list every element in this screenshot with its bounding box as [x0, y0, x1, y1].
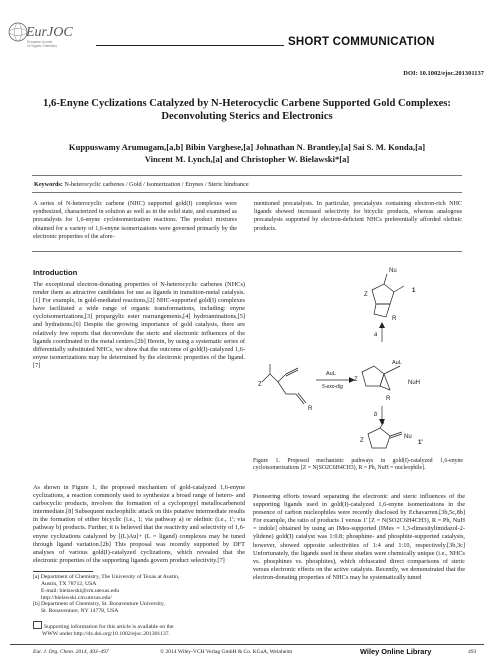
product-1prime-structure [360, 422, 423, 448]
svg-text:Z: Z [364, 292, 368, 298]
figure-caption: Figure 1. Proposed mechanistic pathways in gold(I)-catalyzed 1,6-enyne cycloisomerizations [Z = N(SO2C6H4CH3), R = Ph, NuH = nucleophile]. [253, 458, 463, 472]
keywords [34, 181, 464, 188]
article-title: 1,6-Enyne Cyclizations Catalyzed by N-Heterocyclic Carbene Supported Gold Complexes: Deconvoluting Sterics and Electronics [43, 98, 451, 122]
authors-line-1: Kuppuswamy Arumugam,[a,b] Bibin Varghese,[a] Johnathan N. Brantley,[a] Sai S. M. Konda,[a] [68, 142, 426, 152]
svg-text:AuL: AuL [326, 371, 336, 377]
footnote-a: [a] Department of Chemistry, The University of Texas at Austin, Austin, TX 78712, USA E-mail: bielawski@cm.utexas.edu http://bielawski.cm.utexas.edu/ [33, 574, 245, 602]
logo-text: EurJOC [26, 25, 73, 40]
intro-heading: Introduction [33, 268, 78, 277]
keywords-rule-top [32, 175, 462, 176]
svg-text:5-exo-dig: 5-exo-dig [322, 384, 343, 390]
footnote-b: [b] Department of Chemistry, St. Bonaventure University, St. Bonaventure, NY 14778, USA [33, 601, 165, 614]
abstract-right: mentioned precatalysts. In particular, precatalysts containing electron-rich NHC ligands showed increased selectivity for bicyclic products, whereas analogous precatalysts supported by electron-deficient NHCs preferentially afforded olefinic products. [254, 201, 462, 232]
svg-text:Z: Z [258, 382, 262, 388]
author-email[interactable]: E-mail: bielawski@cm.utexas.edu [41, 588, 120, 594]
wiley-online-library-link[interactable]: Wiley Online Library [360, 647, 432, 656]
mechanism-scheme [252, 262, 464, 452]
keywords-rule-bottom [32, 192, 462, 193]
keywords-list: N-heterocyclic carbenes / Gold / Isomerization / Enynes / Steric hindrance [64, 181, 249, 188]
page-number: 493 [468, 649, 477, 655]
keywords-label: Keywords: [34, 181, 63, 188]
footer-copyright: © 2014 Wiley-VCH Verlag GmbH & Co. KGaA, Weinheim [160, 649, 293, 655]
footer-journal: Eur. J. Org. Chem. 2014, 493–497 [33, 649, 109, 655]
svg-text:European Journal: European Journal [27, 40, 53, 44]
label-product-1: 1 [412, 288, 416, 294]
product-1-structure [364, 268, 416, 322]
journal-logo [8, 14, 90, 52]
intro-paragraph-1: The exceptional electron-donating properties of N-heterocyclic carbenes (NHCs) render them as attractive candidates for use as ligands in transition-metal catalysis.[1] For example, in gold-mediated reactions,[2] NHC-supported gold(I) complexes have facilitated a wide range of organic transformations, including: enyne cycloisomerizations,[3] propargylic ester rearrangements,[4] hydroaminations,[5] and hydrations.[6] Despite the growing importance of gold catalysis, there are relatively few reports that deconvolute the steric and electronic influences of the ligands coordinated to the metal centers.[2b] Herein, by using a systematic series of differentially substituted NHCs, we show that the outcome of gold(I)-catalyzed 1,6-enyne isomerizations may be determined by the electronic properties of the ligand.[7] [33, 281, 245, 369]
abstract-rule [32, 251, 462, 252]
svg-text:Z: Z [354, 377, 358, 383]
supporting-info-link[interactable]: WWW under http://dx.doi.org/10.1002/ejoc.201301137. [42, 631, 171, 637]
supporting-info-note: Supporting information for this article is available on the WWW under http://dx.doi.org/10.1002/ejoc.201301137. [33, 621, 245, 638]
svg-text:Nu: Nu [404, 434, 412, 440]
svg-text:AuL: AuL [392, 360, 402, 366]
svg-text:Z: Z [360, 438, 364, 444]
footnote-rule [33, 571, 93, 572]
supporting-info-icon [33, 621, 42, 629]
svg-text:of Organic Chemistry: of Organic Chemistry [27, 44, 57, 48]
label-product-1prime: 1' [418, 440, 423, 446]
footer-rule [10, 644, 484, 645]
scheme-label-nu-top: Nu [389, 268, 397, 274]
right-paragraph: Pioneering efforts toward separating the electronic and steric influences of the supporting ligands used in gold(I)-catalyzed 1,6-enyne isomerizations in the presence of carbon nucleophiles were recently disclosed by Echavarren.[3b,5c,8b] For example, the ratio of products 1 versus 1' [Z = N(SO2C6H4CH3), R = Ph, NuH = indole] obtained by using an IMes-supported (IMes = 1,3-dimesitylimidazol-2-ylidene) gold(I) catalyst was 1:0.8; phosphine- and phosphite-supported catalysts, however, showed opposite selectivities of 1:4 and 1:10, respectively.[3b,3c] Unfortunately, the ligands used in these studies were chemically unique (i.e., NHCs vs. phosphines vs. phosphites), which obfuscated direct comparisons of steric versus electronic effects on the active catalysts. Recently, we demonstrated that the electron-donating properties of NHCs may be systematically tuned [253, 493, 465, 581]
authors-line-2: Vincent M. Lynch,[a] and Christopher W. Bielawski*[a] [144, 154, 350, 164]
doi: DOI: 10.1002/ejoc.201301137 [403, 70, 484, 77]
svg-text:NuH: NuH [408, 380, 421, 386]
abstract-left: A series of N-heterocyclic carbene (NHC) supported gold(I) complexes were synthesized, characterized in solution as well as in the solid state, and examined as precatalysts for 1,6-enyne cycloisomerization reactions. The product mixtures obtained for a variety of 1,6-enyne isomerizations were governed primarily by the electronic properties of the afore- [33, 201, 237, 240]
intro-paragraph-2: As shown in Figure 1, the proposed mechanism of gold-catalyzed 1,6-enyne cyclizations, a reaction commonly used to synthesize a broad range of hetero- and carbocyclic products, involves the formation of a cyclopropyl metallocarbenoid intermediate.[8] Subsequent nucleophilic attack on this putative intermediate results in the formation of either bicyclic (i.e., 1; via pathway a) or olefinic (i.e., 1'; via pathway b) products. Further, it is believed that the reactivity and selectivity of 1,6-enyne cyclizations catalyzed by [(L)Au]+ (L = ligand) complexes may be tuned through ligand variation.[2b] This proposal was recently supported by DFT analyses of various gold(I)-catalyzed cyclizations, which revealed that the electronic properties of the supporting ligands govern product selectivity.[7] [33, 484, 245, 564]
svg-text:R: R [386, 396, 391, 402]
cyclopropyl-intermediate [354, 360, 420, 402]
svg-text:a: a [374, 332, 378, 338]
svg-text:b: b [374, 412, 378, 418]
author-website[interactable]: http://bielawski.cm.utexas.edu/ [41, 595, 112, 601]
svg-text:R: R [308, 406, 313, 412]
authors [20, 141, 474, 165]
enyne-structure [258, 364, 313, 412]
header-rule [96, 45, 284, 46]
svg-text:R: R [392, 316, 397, 322]
section-label: SHORT COMMUNICATION [288, 36, 435, 48]
